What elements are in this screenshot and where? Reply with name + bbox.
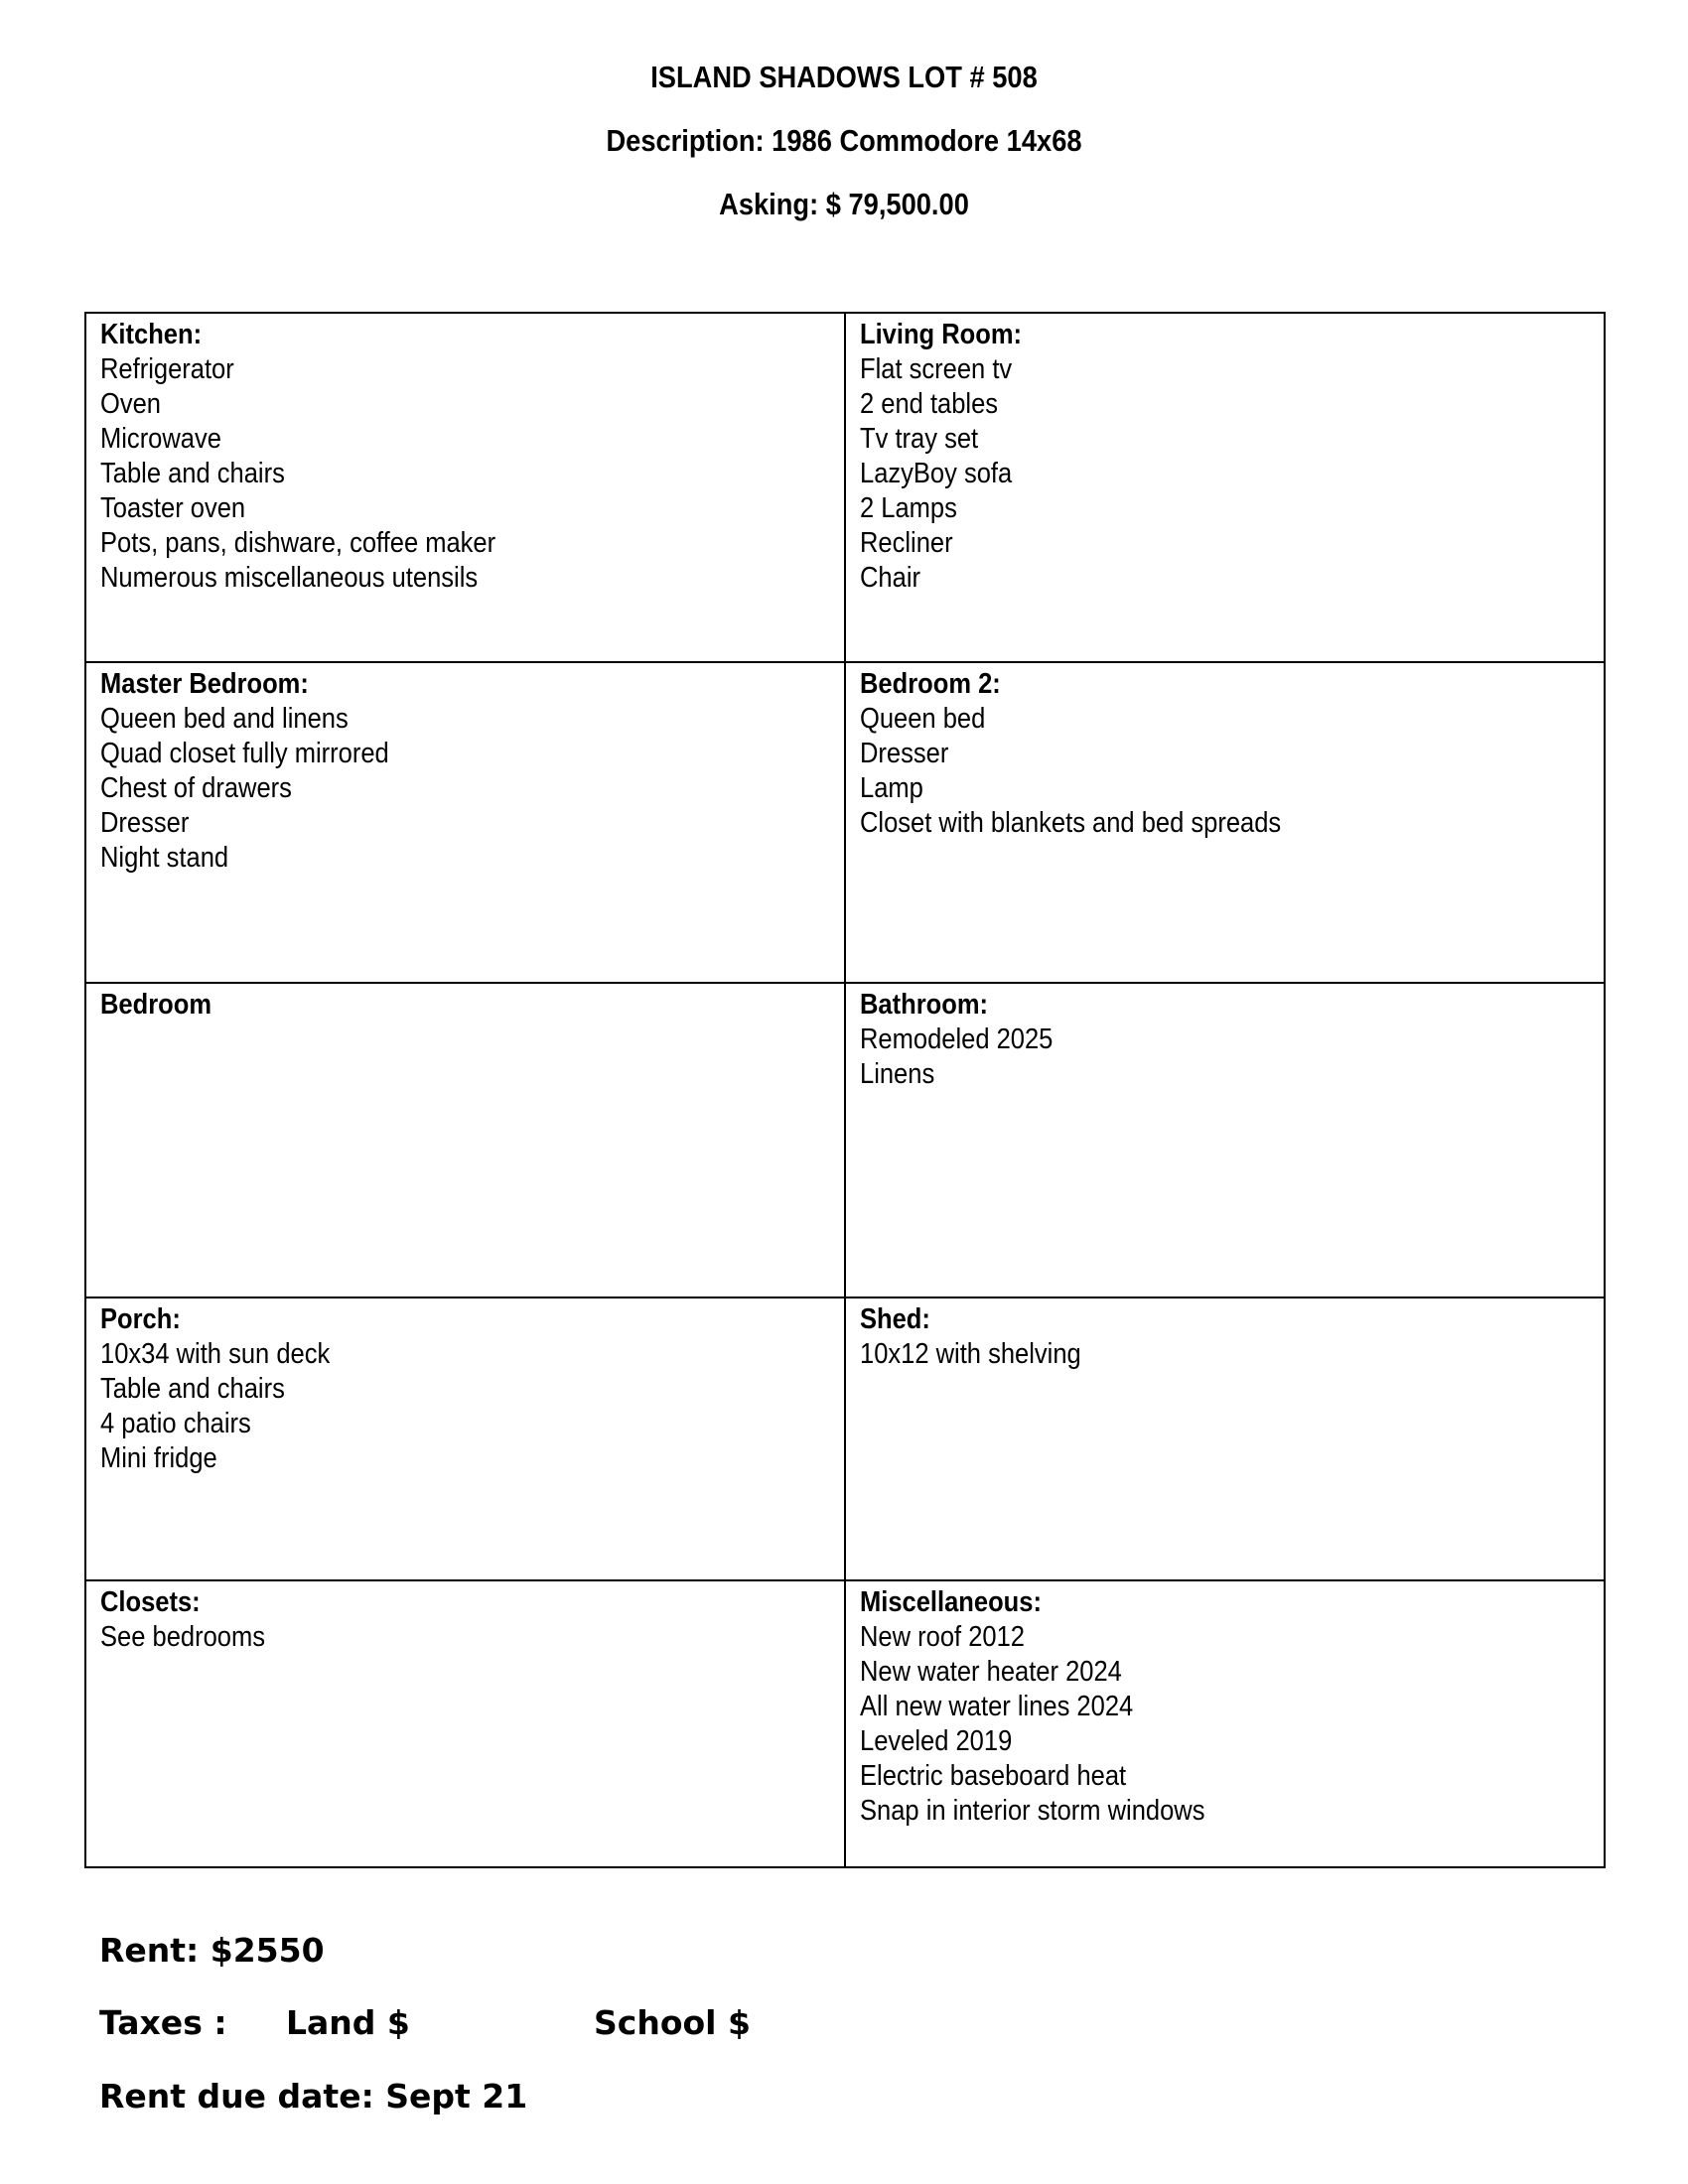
table-row [85,313,1605,662]
list-item: Queen bed and linens [100,703,349,735]
list-item: Tv tray set [860,423,979,455]
list-item: Dresser [100,807,190,839]
school-tax: School $ [594,2003,751,2042]
list-item: Numerous miscellaneous utensils [100,562,479,594]
list-item: Closet with blankets and bed spreads [860,807,1282,839]
list-item: Night stand [100,842,229,874]
list-item: Chest of drawers [100,772,292,804]
room-items-list [100,1620,830,1655]
room-cell-bedroom [85,983,845,1297]
list-item: Linens [860,1058,935,1090]
room-title: Bedroom [100,989,212,1021]
room-cell-bedroom-2 [845,662,1605,983]
list-item: See bedrooms [100,1621,265,1653]
room-title: Bathroom: [860,989,989,1021]
room-title: Master Bedroom: [100,668,309,700]
list-item: Lamp [860,772,923,804]
room-items-list [100,702,830,876]
room-title: Miscellaneous: [860,1586,1042,1618]
list-item: New roof 2012 [860,1621,1025,1653]
list-item: Electric baseboard heat [860,1760,1127,1792]
lot-title: ISLAND SHADOWS LOT # 508 [650,60,1038,94]
taxes-label: Taxes : [99,2003,227,2042]
list-item: All new water lines 2024 [860,1691,1134,1722]
room-title: Living Room: [860,319,1023,350]
list-item: Table and chairs [100,1373,285,1405]
home-description: Description: 1986 Commodore 14x68 [606,123,1082,158]
list-item: 2 end tables [860,388,999,420]
room-items-list [100,1337,830,1476]
room-title: Bedroom 2: [860,668,1001,700]
list-item: Queen bed [860,703,986,735]
list-item: Remodeled 2025 [860,1024,1054,1055]
room-items-list [860,352,1590,596]
room-cell-bathroom [845,983,1605,1297]
table-row [85,1580,1605,1867]
table-row [85,1297,1605,1580]
room-title: Closets: [100,1586,201,1618]
list-item: Leveled 2019 [860,1725,1013,1757]
rooms-table [84,312,1606,1868]
room-cell-master-bedroom [85,662,845,983]
list-item: Flat screen tv [860,353,1013,385]
list-item: Recliner [860,527,953,559]
room-cell-living-room [845,313,1605,662]
room-items-list [860,1620,1590,1829]
room-items-list [860,1337,1590,1372]
room-items-list [860,702,1590,841]
room-title: Shed: [860,1303,930,1335]
table-row [85,983,1605,1297]
list-item: Snap in interior storm windows [860,1795,1205,1827]
room-cell-closets [85,1580,845,1867]
list-item: New water heater 2024 [860,1656,1122,1688]
list-item: Quad closet fully mirrored [100,738,389,769]
room-title: Porch: [100,1303,181,1335]
list-item: Oven [100,388,162,420]
list-item: Mini fridge [100,1442,217,1474]
list-item: Pots, pans, dishware, coffee maker [100,527,496,559]
list-item: 10x34 with sun deck [100,1338,331,1370]
room-cell-miscellaneous [845,1580,1605,1867]
room-cell-shed [845,1297,1605,1580]
land-tax: Land $ [286,2003,410,2042]
rent-due-date: Rent due date: Sept 21 [99,2077,528,2116]
rent-amount: Rent: $2550 [99,1931,325,1970]
room-items-list [100,352,830,596]
table-row [85,662,1605,983]
list-item: Dresser [860,738,949,769]
list-item: Refrigerator [100,353,234,385]
asking-price: Asking: $ 79,500.00 [719,187,969,221]
room-items-list [860,1023,1590,1092]
list-item: 2 Lamps [860,492,957,524]
list-item: LazyBoy sofa [860,458,1013,489]
list-item: 10x12 with shelving [860,1338,1081,1370]
room-cell-porch [85,1297,845,1580]
list-item: Microwave [100,423,221,455]
list-item: Table and chairs [100,458,285,489]
list-item: Toaster oven [100,492,246,524]
room-title: Kitchen: [100,319,203,350]
list-item: Chair [860,562,920,594]
list-item: 4 patio chairs [100,1408,251,1439]
room-cell-kitchen [85,313,845,662]
